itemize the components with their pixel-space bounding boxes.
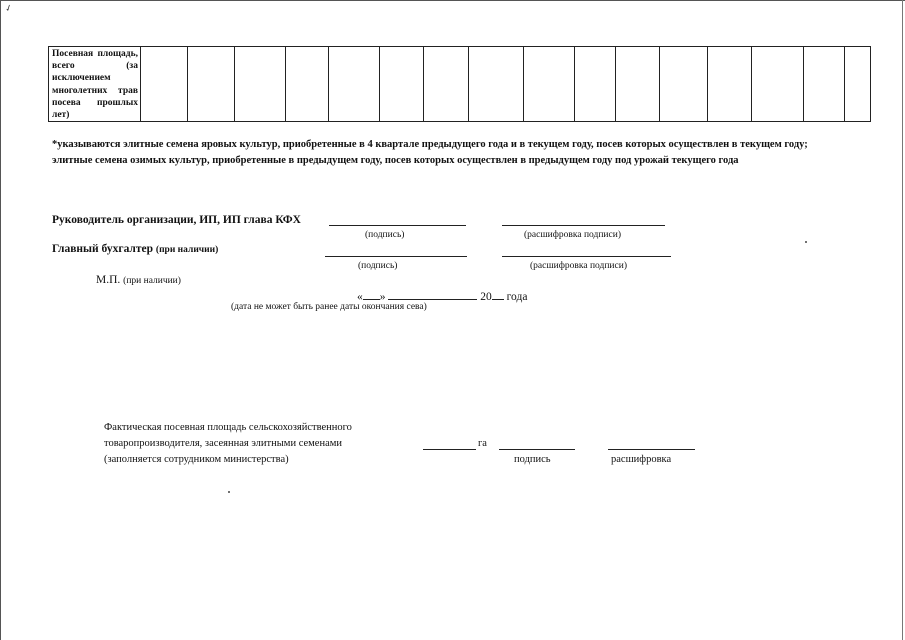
- table-row: [49, 47, 871, 122]
- table-cell[interactable]: [660, 47, 708, 122]
- fact-decoding-caption: расшифровка: [611, 454, 672, 465]
- fact-signature-line[interactable]: [499, 449, 575, 450]
- scan-speck: [228, 491, 230, 493]
- table-cell[interactable]: [141, 47, 188, 122]
- accountant-signature-label: [52, 243, 218, 255]
- date-month-line[interactable]: [388, 287, 477, 300]
- table-cell[interactable]: [380, 47, 424, 122]
- fact-signature-caption: подпись: [514, 454, 551, 465]
- scan-speck: [805, 241, 807, 243]
- stamp-label-text: М.П.: [96, 274, 121, 286]
- date-day-line[interactable]: [363, 287, 380, 300]
- head-signature-label: Руководитель организации, ИП, ИП глава КФХ: [52, 214, 301, 226]
- table-cell[interactable]: [286, 47, 329, 122]
- fact-decoding-line[interactable]: [608, 449, 695, 450]
- accountant-label-note: (при наличии): [155, 245, 219, 255]
- accountant-decoding-line[interactable]: [502, 256, 671, 257]
- table-cell[interactable]: [524, 47, 575, 122]
- fact-area-line2: товаропроизводителя, засеянная элитными семенами: [104, 438, 342, 449]
- fact-area-line3: (заполняется сотрудником министерства): [104, 454, 289, 465]
- accountant-signature-line[interactable]: [325, 256, 467, 257]
- fact-area-line1: Фактическая посевная площадь сельскохозяйственного: [104, 422, 352, 433]
- date-field-row: [357, 287, 527, 303]
- scan-border-top: [0, 0, 905, 1]
- date-year-suffix: года: [506, 291, 528, 303]
- footnote-text: *указываются элитные семена яровых культур, приобретенные в 4 квартале предыдущего года и в текущем году, посев которых осуществлен в текущем году; элитные семена озимых культур, приобретенные в предыдущем году, посев которых осуществлен в предыдущем году под урожай текущего года: [52, 139, 808, 166]
- date-close-quote: »: [379, 291, 386, 303]
- table-cell[interactable]: [804, 47, 845, 122]
- table-cell[interactable]: [235, 47, 286, 122]
- stamp-place-label: [96, 274, 181, 286]
- accountant-decoding-caption: (расшифровка подписи): [530, 261, 627, 271]
- sown-area-table: [48, 46, 871, 122]
- head-decoding-caption: (расшифровка подписи): [524, 230, 621, 240]
- date-year-line[interactable]: [492, 287, 504, 300]
- fact-area-value-line[interactable]: [423, 449, 476, 450]
- table-cell[interactable]: [616, 47, 660, 122]
- scan-corner-mark: ✓: [3, 2, 14, 15]
- table-cell[interactable]: [424, 47, 469, 122]
- table-cell[interactable]: [575, 47, 616, 122]
- accountant-signature-caption: (подпись): [358, 261, 398, 271]
- fact-area-unit: га: [478, 438, 487, 449]
- head-signature-caption: (подпись): [365, 230, 405, 240]
- accountant-label-text: Главный бухгалтер: [52, 243, 154, 255]
- row-label-cell: Посевная площадь, всего (за исключением многолетних трав посева прошлых лет): [49, 47, 141, 122]
- head-decoding-line[interactable]: [502, 225, 665, 226]
- scan-border-right: [902, 0, 903, 640]
- table-cell[interactable]: [708, 47, 752, 122]
- date-note-caption: (дата не может быть ранее даты окончания сева): [231, 302, 427, 312]
- date-open-quote: «: [357, 291, 363, 303]
- table-cell[interactable]: [329, 47, 380, 122]
- table-cell[interactable]: [469, 47, 524, 122]
- head-signature-line[interactable]: [329, 225, 466, 226]
- date-year-prefix: 20: [480, 291, 492, 303]
- table-cell[interactable]: [752, 47, 804, 122]
- table-cell[interactable]: [188, 47, 235, 122]
- table-cell[interactable]: [845, 47, 871, 122]
- stamp-label-note: (при наличии): [123, 276, 181, 286]
- scan-border-left: [0, 0, 1, 640]
